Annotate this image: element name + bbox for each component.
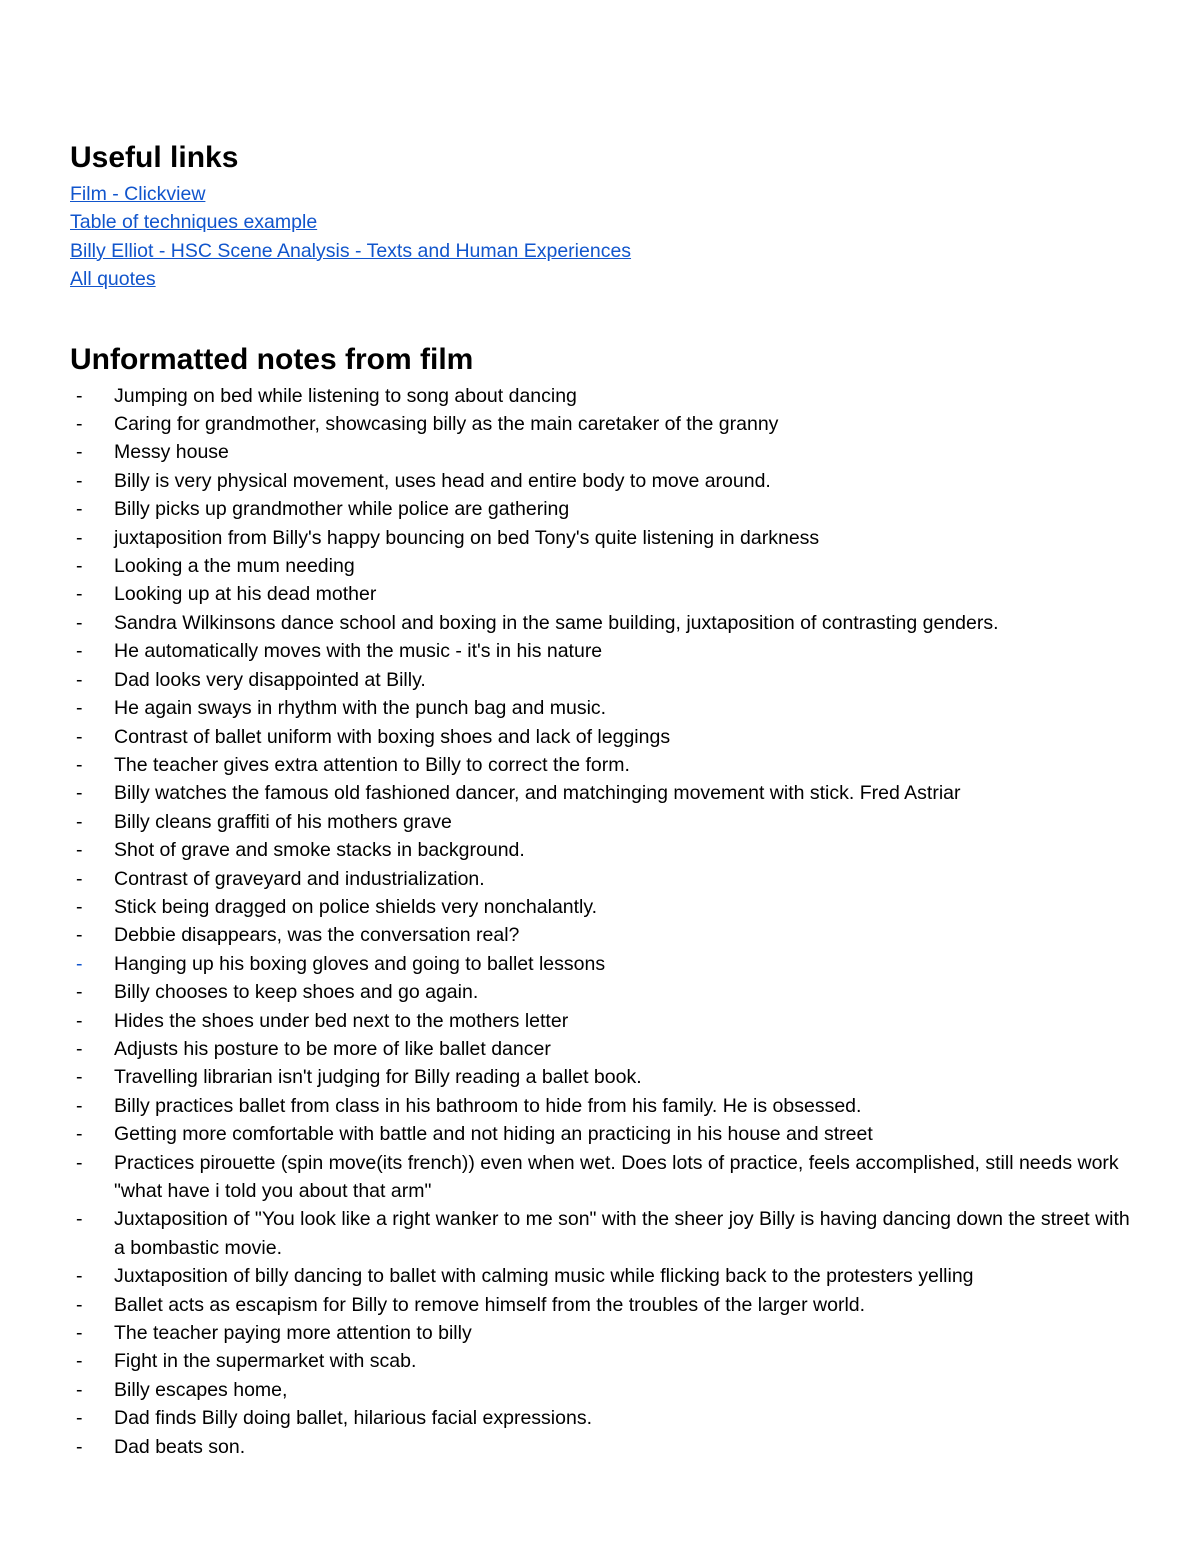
bullet-dash: -	[76, 1350, 83, 1373]
notes-section	[70, 338, 1130, 1461]
note-text: Looking up at his dead mother	[114, 583, 377, 606]
note-text: Dad finds Billy doing ballet, hilarious facial expressions.	[114, 1407, 592, 1430]
note-text: Billy picks up grandmother while police are gathering	[114, 498, 570, 521]
note-item	[70, 1149, 1130, 1206]
note-item	[70, 1063, 1130, 1091]
bullet-dash: -	[76, 952, 83, 975]
bullet-dash: -	[76, 1066, 83, 1089]
note-text: Dad looks very disappointed at Billy.	[114, 668, 426, 691]
all-quotes-link[interactable]: All quotes	[70, 268, 156, 291]
bullet-dash: -	[76, 1037, 83, 1060]
note-item	[70, 921, 1130, 949]
bullet-dash: -	[76, 555, 83, 578]
link-item	[70, 180, 1130, 208]
link-item	[70, 265, 1130, 293]
bullet-dash: -	[76, 1208, 83, 1231]
note-text: Getting more comfortable with battle and not hiding an practicing in his house and street	[114, 1123, 873, 1146]
film-clickview-link[interactable]: Film - Clickview	[70, 183, 206, 205]
note-text: Contrast of graveyard and industrialization.	[114, 867, 485, 890]
bullet-dash: -	[76, 1322, 83, 1345]
notes-heading: Unformatted notes from film	[70, 342, 474, 376]
note-text: Jumping on bed while listening to song about dancing	[114, 384, 577, 407]
bullet-dash: -	[76, 981, 83, 1004]
note-text: Juxtaposition of "You look like a right wanker to me son" with the sheer joy Billy is having dancing down the street with a bombastic movie.	[114, 1208, 1130, 1259]
note-item	[70, 836, 1130, 864]
document-page	[70, 136, 1130, 1461]
bullet-dash: -	[76, 1407, 83, 1430]
note-item	[70, 808, 1130, 836]
bullet-dash: -	[76, 640, 83, 663]
bullet-dash: -	[76, 782, 83, 805]
note-item	[70, 1120, 1130, 1148]
bullet-dash: -	[76, 441, 83, 464]
note-item	[70, 1007, 1130, 1035]
notes-list	[70, 382, 1130, 1461]
note-text: Stick being dragged on police shields very nonchalantly.	[114, 895, 598, 918]
note-text: Fight in the supermarket with scab.	[114, 1350, 417, 1373]
note-item	[70, 978, 1130, 1006]
note-text: Billy escapes home,	[114, 1378, 288, 1401]
bullet-dash: -	[76, 526, 83, 549]
note-text: Caring for grandmother, showcasing billy as the main caretaker of the granny	[114, 413, 779, 436]
note-text: Sandra Wilkinsons dance school and boxing in the same building, juxtaposition of contrasting genders.	[114, 611, 999, 634]
note-item	[70, 467, 1130, 495]
note-item	[70, 1433, 1130, 1461]
note-text: Shot of grave and smoke stacks in background.	[114, 839, 525, 862]
note-item	[70, 1404, 1130, 1432]
note-text: Contrast of ballet uniform with boxing shoes and lack of leggings	[114, 725, 671, 748]
note-text: Hides the shoes under bed next to the mothers letter	[114, 1009, 569, 1032]
note-item	[70, 552, 1130, 580]
note-item	[70, 438, 1130, 466]
bullet-dash: -	[76, 697, 83, 720]
note-text: Messy house	[114, 441, 229, 464]
bullet-dash: -	[76, 867, 83, 890]
note-item	[70, 1035, 1130, 1063]
note-text: Looking a the mum needing	[114, 555, 355, 578]
bullet-dash: -	[76, 1151, 83, 1174]
note-text: The teacher paying more attention to billy	[114, 1322, 472, 1345]
bullet-dash: -	[76, 895, 83, 918]
note-item	[70, 694, 1130, 722]
useful-links-list	[70, 180, 1130, 294]
bullet-dash: -	[76, 413, 83, 436]
note-item	[70, 1205, 1130, 1262]
note-item	[70, 666, 1130, 694]
note-item	[70, 382, 1130, 410]
note-text: Billy chooses to keep shoes and go again.	[114, 981, 479, 1004]
note-text: Ballet acts as escapism for Billy to remove himself from the troubles of the larger world.	[114, 1293, 866, 1316]
bullet-dash: -	[76, 1378, 83, 1401]
bullet-dash: -	[76, 810, 83, 833]
note-item	[70, 1262, 1130, 1290]
note-text: Billy is very physical movement, uses head and entire body to move around.	[114, 469, 771, 492]
note-item	[70, 779, 1130, 807]
bullet-dash: -	[76, 924, 83, 947]
bullet-dash: -	[76, 1293, 83, 1316]
note-item	[70, 950, 1130, 978]
bullet-dash: -	[76, 1435, 83, 1458]
note-item	[70, 723, 1130, 751]
note-text: Billy practices ballet from class in his bathroom to hide from his family. He is obsessed.	[114, 1094, 862, 1117]
note-item	[70, 893, 1130, 921]
note-text: Billy cleans graffiti of his mothers grave	[114, 810, 452, 833]
note-text: Practices pirouette (spin move(its french)) even when wet. Does lots of practice, feels accomplished, still needs work "what have i told you about that arm"	[114, 1151, 1119, 1202]
useful-links-heading: Useful links	[70, 141, 239, 174]
bullet-dash: -	[76, 725, 83, 748]
note-text: He automatically moves with the music - it's in his nature	[114, 640, 603, 663]
note-item	[70, 495, 1130, 523]
note-item	[70, 1376, 1130, 1404]
note-item	[70, 865, 1130, 893]
note-item	[70, 637, 1130, 665]
bullet-dash: -	[76, 498, 83, 521]
bullet-dash: -	[76, 1265, 83, 1288]
note-text: Debbie disappears, was the conversation real?	[114, 924, 520, 947]
bullet-dash: -	[76, 753, 83, 776]
bullet-dash: -	[76, 668, 83, 691]
note-text: juxtaposition from Billy's happy bouncing on bed Tony's quite listening in darkness	[114, 526, 820, 549]
note-text: Hanging up his boxing gloves and going to ballet lessons	[114, 952, 606, 975]
bullet-dash: -	[76, 469, 83, 492]
bullet-dash: -	[76, 611, 83, 634]
bullet-dash: -	[76, 583, 83, 606]
note-text: The teacher gives extra attention to Billy to correct the form.	[114, 753, 630, 776]
link-item	[70, 208, 1130, 236]
bullet-dash: -	[76, 1009, 83, 1032]
note-text: Travelling librarian isn't judging for Billy reading a ballet book.	[114, 1066, 642, 1089]
note-item	[70, 410, 1130, 438]
note-text: Juxtaposition of billy dancing to ballet with calming music while flicking back to the protesters yelling	[114, 1265, 974, 1288]
note-text: He again sways in rhythm with the punch bag and music.	[114, 697, 607, 720]
note-text: Adjusts his posture to be more of like ballet dancer	[114, 1037, 551, 1060]
note-item	[70, 609, 1130, 637]
note-item	[70, 524, 1130, 552]
note-item	[70, 1347, 1130, 1375]
link-item	[70, 237, 1130, 265]
scene-analysis-link[interactable]: Billy Elliot - HSC Scene Analysis - Texts and Human Experiences	[70, 239, 632, 262]
note-text: Billy watches the famous old fashioned dancer, and matchinging movement with stick. Fred Astriar	[114, 782, 961, 805]
bullet-dash: -	[76, 1094, 83, 1117]
note-item	[70, 1291, 1130, 1319]
bullet-dash: -	[76, 1123, 83, 1146]
table-of-techniques-link[interactable]: Table of techniques example	[70, 211, 318, 234]
note-item	[70, 580, 1130, 608]
note-item	[70, 1319, 1130, 1347]
note-item	[70, 1092, 1130, 1120]
bullet-dash: -	[76, 839, 83, 862]
note-text: Dad beats son.	[114, 1435, 246, 1458]
bullet-dash: -	[76, 384, 83, 407]
note-item	[70, 751, 1130, 779]
